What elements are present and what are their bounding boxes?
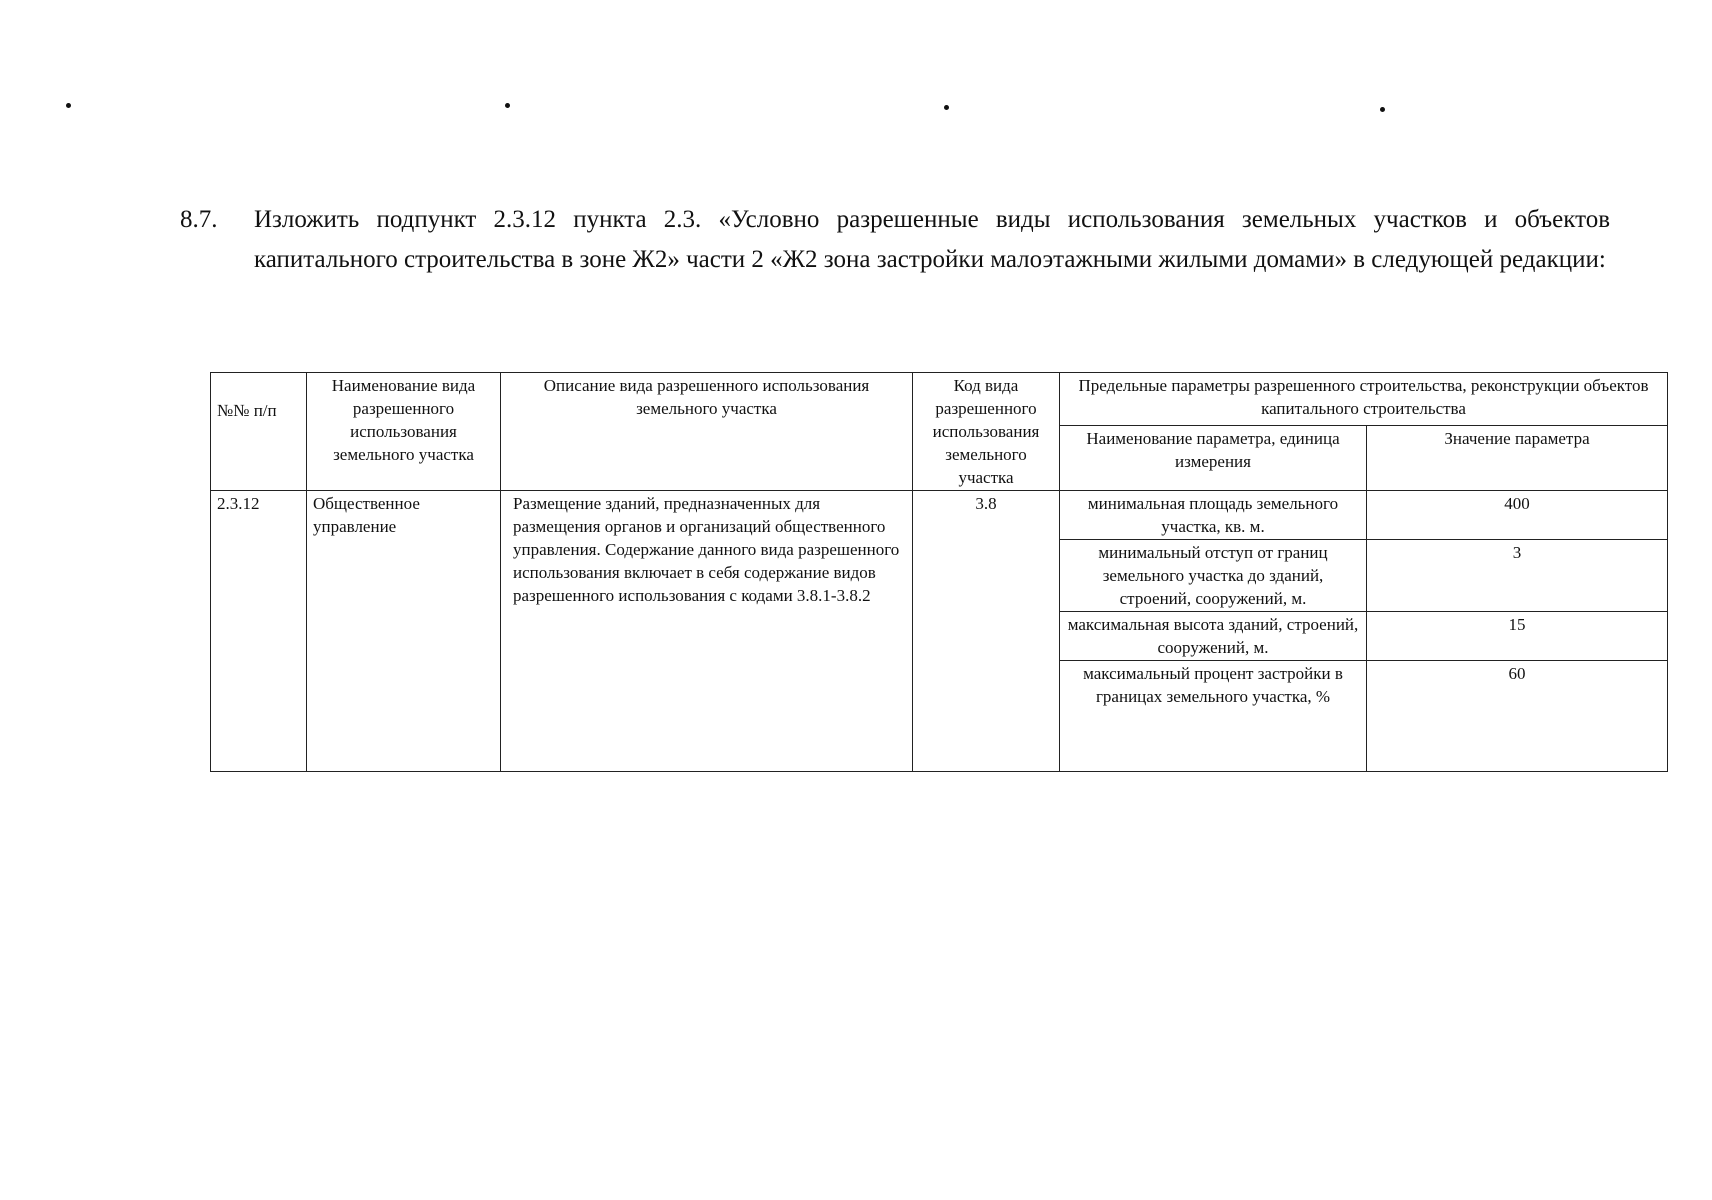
table-header-row: [211, 373, 1668, 426]
param-value: 400: [1367, 491, 1668, 540]
param-value: 3: [1367, 540, 1668, 612]
row-description: Размещение зданий, предназначенных для размещения органов и организаций общественного управления. Содержание данного вида разрешенного использования включает в себя содержание видов разрешенного использования с кодами 3.8.1-3.8.2: [501, 491, 913, 772]
row-code: 3.8: [913, 491, 1060, 772]
scan-dot: [505, 103, 510, 108]
param-name: минимальная площадь земельного участка, кв. м.: [1060, 491, 1367, 540]
param-name: максимальная высота зданий, строений, сооружений, м.: [1060, 612, 1367, 661]
amendment-paragraph: [180, 200, 1610, 280]
header-limits: Предельные параметры разрешенного строительства, реконструкции объектов капитального строительства: [1060, 373, 1668, 426]
param-value: 60: [1367, 661, 1668, 772]
table-row: [211, 491, 1668, 540]
header-code: Код вида разрешенного использования земельного участка: [913, 373, 1060, 491]
header-num: №№ п/п: [211, 373, 307, 491]
header-description: Описание вида разрешенного использования земельного участка: [501, 373, 913, 491]
scan-dot: [1380, 107, 1385, 112]
land-use-table: [210, 372, 1668, 772]
row-num: 2.3.12: [211, 491, 307, 772]
scan-dot: [944, 105, 949, 110]
header-param-name: Наименование параметра, единица измерения: [1060, 426, 1367, 491]
param-name: максимальный процент застройки в границах земельного участка, %: [1060, 661, 1367, 772]
param-value: 15: [1367, 612, 1668, 661]
scan-dot: [66, 103, 71, 108]
row-name: Общественное управление: [307, 491, 501, 772]
header-param-value: Значение параметра: [1367, 426, 1668, 491]
paragraph-number: 8.7.: [180, 206, 218, 233]
paragraph-text: Изложить подпункт 2.3.12 пункта 2.3. «Условно разрешенные виды использования земельных участков и объектов капитального строительства в зоне Ж2» части 2 «Ж2 зона застройки малоэтажными жилыми домами» в следующей редакции:: [254, 206, 1610, 273]
header-name: Наименование вида разрешенного использования земельного участка: [307, 373, 501, 491]
param-name: минимальный отступ от границ земельного участка до зданий, строений, сооружений, м.: [1060, 540, 1367, 612]
